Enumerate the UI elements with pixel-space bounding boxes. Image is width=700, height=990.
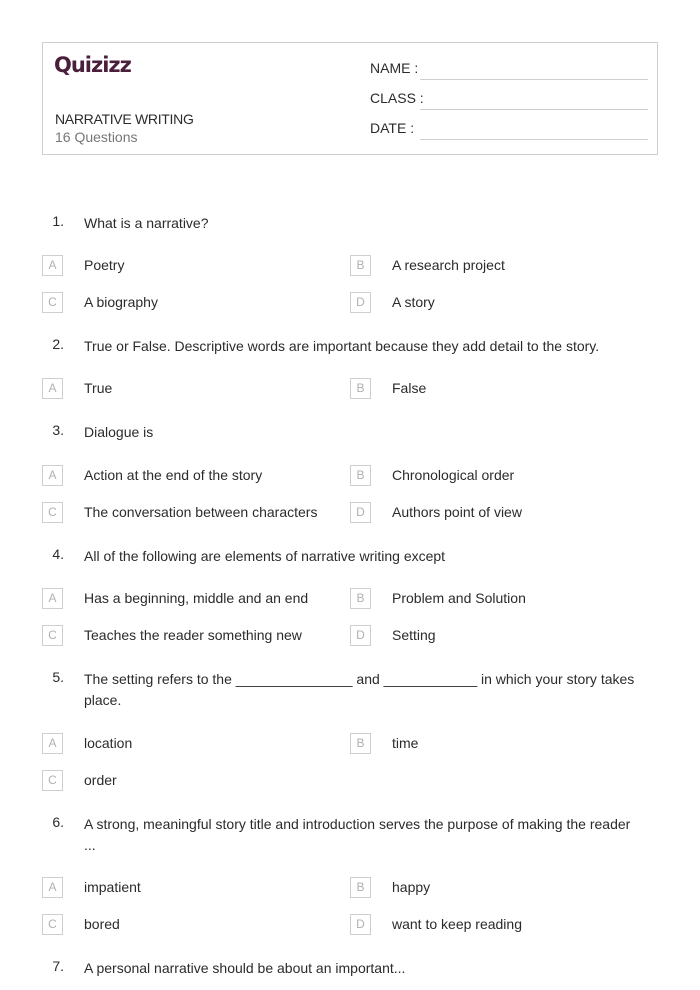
option-text: Authors point of view — [392, 504, 522, 520]
option-letter: A — [42, 255, 63, 276]
question-text: All of the following are elements of narrative writing except — [84, 548, 446, 564]
name-field[interactable] — [370, 60, 647, 80]
question-number: 1. — [52, 213, 64, 229]
option-letter: C — [42, 770, 63, 791]
question-count: 16 Questions — [55, 129, 138, 145]
option-letter: B — [350, 378, 371, 399]
question-number: 3. — [52, 422, 64, 438]
option-text: Action at the end of the story — [84, 467, 263, 483]
question-text: A strong, meaningful story title and introduction serves the purpose of making the reader ... — [84, 816, 631, 853]
option-text: Teaches the reader something new — [84, 627, 302, 643]
question-number: 2. — [52, 336, 64, 352]
option-text: time — [392, 735, 419, 751]
question-number: 7. — [52, 958, 64, 974]
option-letter: D — [350, 625, 371, 646]
option-letter: B — [350, 465, 371, 486]
option-text: order — [84, 772, 117, 788]
option-text: want to keep reading — [392, 916, 522, 932]
option-letter: D — [350, 292, 371, 313]
option-letter: A — [42, 378, 63, 399]
question-text: What is a narrative? — [84, 215, 209, 231]
option-letter: B — [350, 588, 371, 609]
option-text: Problem and Solution — [392, 590, 526, 606]
name-label: NAME : — [370, 60, 419, 76]
worksheet-header — [42, 42, 658, 155]
question-text: Dialogue is — [84, 424, 154, 440]
option-letter: C — [42, 502, 63, 523]
option-letter: C — [42, 625, 63, 646]
option-letter: B — [350, 877, 371, 898]
question-number: 4. — [52, 546, 64, 562]
quizizz-logo: Quizizz — [54, 53, 131, 77]
option-text: Poetry — [84, 257, 125, 273]
worksheet-title: NARRATIVE WRITING — [55, 111, 194, 127]
option-letter: C — [42, 292, 63, 313]
option-letter: A — [42, 588, 63, 609]
question-number: 5. — [52, 669, 64, 685]
option-text: Chronological order — [392, 467, 515, 483]
option-letter: A — [42, 733, 63, 754]
class-line — [420, 109, 648, 110]
option-text: bored — [84, 916, 120, 932]
date-field[interactable] — [370, 120, 647, 140]
option-text: True — [84, 380, 113, 396]
option-text: The conversation between characters — [84, 504, 318, 520]
option-letter: D — [350, 502, 371, 523]
name-line — [420, 79, 648, 80]
option-letter: B — [350, 255, 371, 276]
date-line — [420, 139, 648, 140]
class-label: CLASS : — [370, 90, 424, 106]
option-text: location — [84, 735, 133, 751]
class-field[interactable] — [370, 90, 647, 110]
question-number: 6. — [52, 814, 64, 830]
option-text: False — [392, 380, 427, 396]
option-text: A research project — [392, 257, 505, 273]
option-text: impatient — [84, 879, 141, 895]
option-text: Setting — [392, 627, 436, 643]
option-letter: B — [350, 733, 371, 754]
option-text: happy — [392, 879, 431, 895]
option-letter: A — [42, 877, 63, 898]
option-text: A biography — [84, 294, 158, 310]
option-letter: A — [42, 465, 63, 486]
option-letter: D — [350, 914, 371, 935]
question-text: True or False. Descriptive words are important because they add detail to the story. — [84, 338, 600, 354]
question-text: A personal narrative should be about an important... — [84, 960, 406, 976]
option-letter: C — [42, 914, 63, 935]
option-text: Has a beginning, middle and an end — [84, 590, 309, 606]
option-text: A story — [392, 294, 435, 310]
question-text: The setting refers to the _______________ and ____________ in which your story takes place. — [84, 671, 635, 708]
date-label: DATE : — [370, 120, 415, 136]
